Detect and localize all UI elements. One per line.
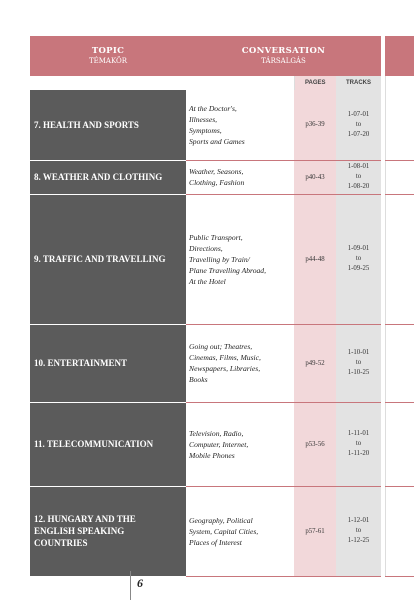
topic-line: COUNTRIES: [34, 538, 88, 548]
conversation-line: Public Transport,: [189, 232, 243, 242]
topic-line: ENGLISH SPEAKING: [34, 526, 125, 536]
table-row: [30, 160, 414, 194]
conversation-cell: [186, 194, 294, 324]
topic-line: 9. TRAFFIC AND TRAVELLING: [34, 254, 166, 264]
table-row: [30, 324, 414, 402]
table-row: [30, 402, 414, 486]
conversation-line: Travelling by Train/: [189, 254, 250, 264]
tracks-line: to: [355, 359, 362, 366]
topic-line: 8. WEATHER AND CLOTHING: [34, 172, 163, 182]
conversation-cell: [186, 90, 294, 160]
conversation-line: Books: [189, 375, 208, 384]
tracks-cell: [336, 160, 381, 194]
conversation-line: Plane Travelling Abroad,: [189, 265, 266, 275]
pages-cell: p40-43: [294, 160, 336, 194]
contents-table-wrapper: [30, 36, 414, 577]
topic-cell: [30, 194, 186, 324]
topic-header-label: TOPIC: [91, 46, 125, 56]
conversation-line: Places of Interest: [189, 537, 242, 547]
conversation-cell: [186, 486, 294, 576]
table-row: [30, 90, 414, 160]
conversation-header-hu: TÁRSALGÁS: [261, 57, 306, 65]
tracks-line: 1-10-01: [347, 349, 370, 356]
tracks-line: to: [355, 120, 362, 128]
topic-line: 7. HEALTH AND SPORTS: [34, 119, 139, 130]
extra-cell: [385, 194, 414, 324]
tracks-line: 1-07-20: [347, 130, 370, 138]
topic-header-hu: TÉMAKÖR: [88, 57, 128, 65]
tracks-cell: [336, 402, 381, 486]
topic-line: 10. ENTERTAINMENT: [34, 358, 128, 368]
table-body: [30, 90, 414, 576]
conversation-line: Computer, Internet,: [189, 439, 249, 449]
topic-line: 12. HUNGARY AND THE: [34, 514, 136, 524]
topic-cell: [30, 324, 186, 402]
topic-line: 11. TELECOMMUNICATION: [34, 439, 154, 449]
tracks-line: to: [355, 440, 362, 447]
pages-cell: p44-48: [294, 194, 336, 324]
table-row: [30, 194, 414, 324]
subheader-row: [30, 76, 414, 90]
page-number: 6: [137, 576, 143, 590]
tracks-line: to: [355, 173, 362, 180]
subheader-extra: [385, 76, 414, 90]
conversation-line: Cinemas, Films, Music,: [189, 353, 261, 362]
conversation-line: Weather, Seasons,: [189, 167, 244, 176]
conversation-line: Going out; Theatres,: [189, 342, 253, 351]
tracks-line: 1-08-01: [347, 163, 370, 170]
subheader-blank: [30, 76, 186, 90]
conversation-line: Symptoms,: [189, 125, 222, 135]
conversation-line: Illnesses,: [189, 114, 218, 124]
pages-cell: p49-52: [294, 324, 336, 402]
tracks-line: to: [355, 527, 362, 534]
conversation-line: System, Capital Cities,: [189, 526, 259, 536]
topic-header: [30, 36, 186, 76]
topic-cell: [30, 402, 186, 486]
extra-cell: [385, 90, 414, 160]
pages-cell: p53-56: [294, 402, 336, 486]
conversation-header: [186, 36, 381, 76]
footer-divider: [130, 571, 131, 600]
tracks-line: 1-11-01: [347, 430, 370, 437]
tracks-line: 1-07-01: [347, 110, 370, 118]
tracks-line: 1-09-25: [347, 265, 370, 272]
conversation-line: Newspapers, Libraries,: [189, 364, 261, 373]
tracks-line: 1-12-25: [347, 537, 370, 544]
extra-cell: [385, 324, 414, 402]
tracks-line: 1-12-01: [347, 517, 370, 524]
table-row: [30, 486, 414, 576]
conversation-cell: [186, 402, 294, 486]
conversation-cell: [186, 160, 294, 194]
tracks-cell: [336, 194, 381, 324]
tracks-line: 1-10-25: [347, 369, 370, 376]
conversation-line: Mobile Phones: [189, 450, 235, 460]
extra-cell: [385, 160, 414, 194]
conversation-line: Geography, Political: [189, 515, 253, 525]
conversation-line: At the Doctor's,: [189, 103, 237, 113]
extra-cell: [385, 402, 414, 486]
topic-cell: [30, 90, 186, 160]
tracks-cell: [336, 486, 381, 576]
contents-table: [30, 36, 414, 577]
tracks-line: to: [355, 255, 362, 262]
tracks-column-header: TRACKS: [336, 76, 381, 90]
pages-cell: p36-39: [294, 90, 336, 160]
conversation-line: Sports and Games: [189, 136, 245, 146]
conversation-header-label: CONVERSATION: [241, 46, 326, 56]
topic-cell: [30, 160, 186, 194]
tracks-line: 1-08-20: [347, 183, 370, 190]
conversation-line: Clothing, Fashion: [189, 178, 245, 187]
topic-cell: [30, 486, 186, 576]
tracks-cell: [336, 90, 381, 160]
extra-cell: [385, 486, 414, 576]
conversation-cell: [186, 324, 294, 402]
tracks-cell: [336, 324, 381, 402]
conversation-line: Directions,: [189, 243, 223, 253]
conversation-line: Television, Radio,: [189, 428, 244, 438]
conversation-line: At the Hotel: [189, 276, 226, 286]
subheader-blank-conv: [186, 76, 294, 90]
extra-header: [385, 36, 414, 76]
pages-cell: p57-61: [294, 486, 336, 576]
tracks-line: 1-11-20: [347, 450, 370, 457]
header-row: [30, 36, 414, 76]
tracks-line: 1-09-01: [347, 245, 370, 252]
pages-column-header: PAGES: [294, 76, 336, 90]
